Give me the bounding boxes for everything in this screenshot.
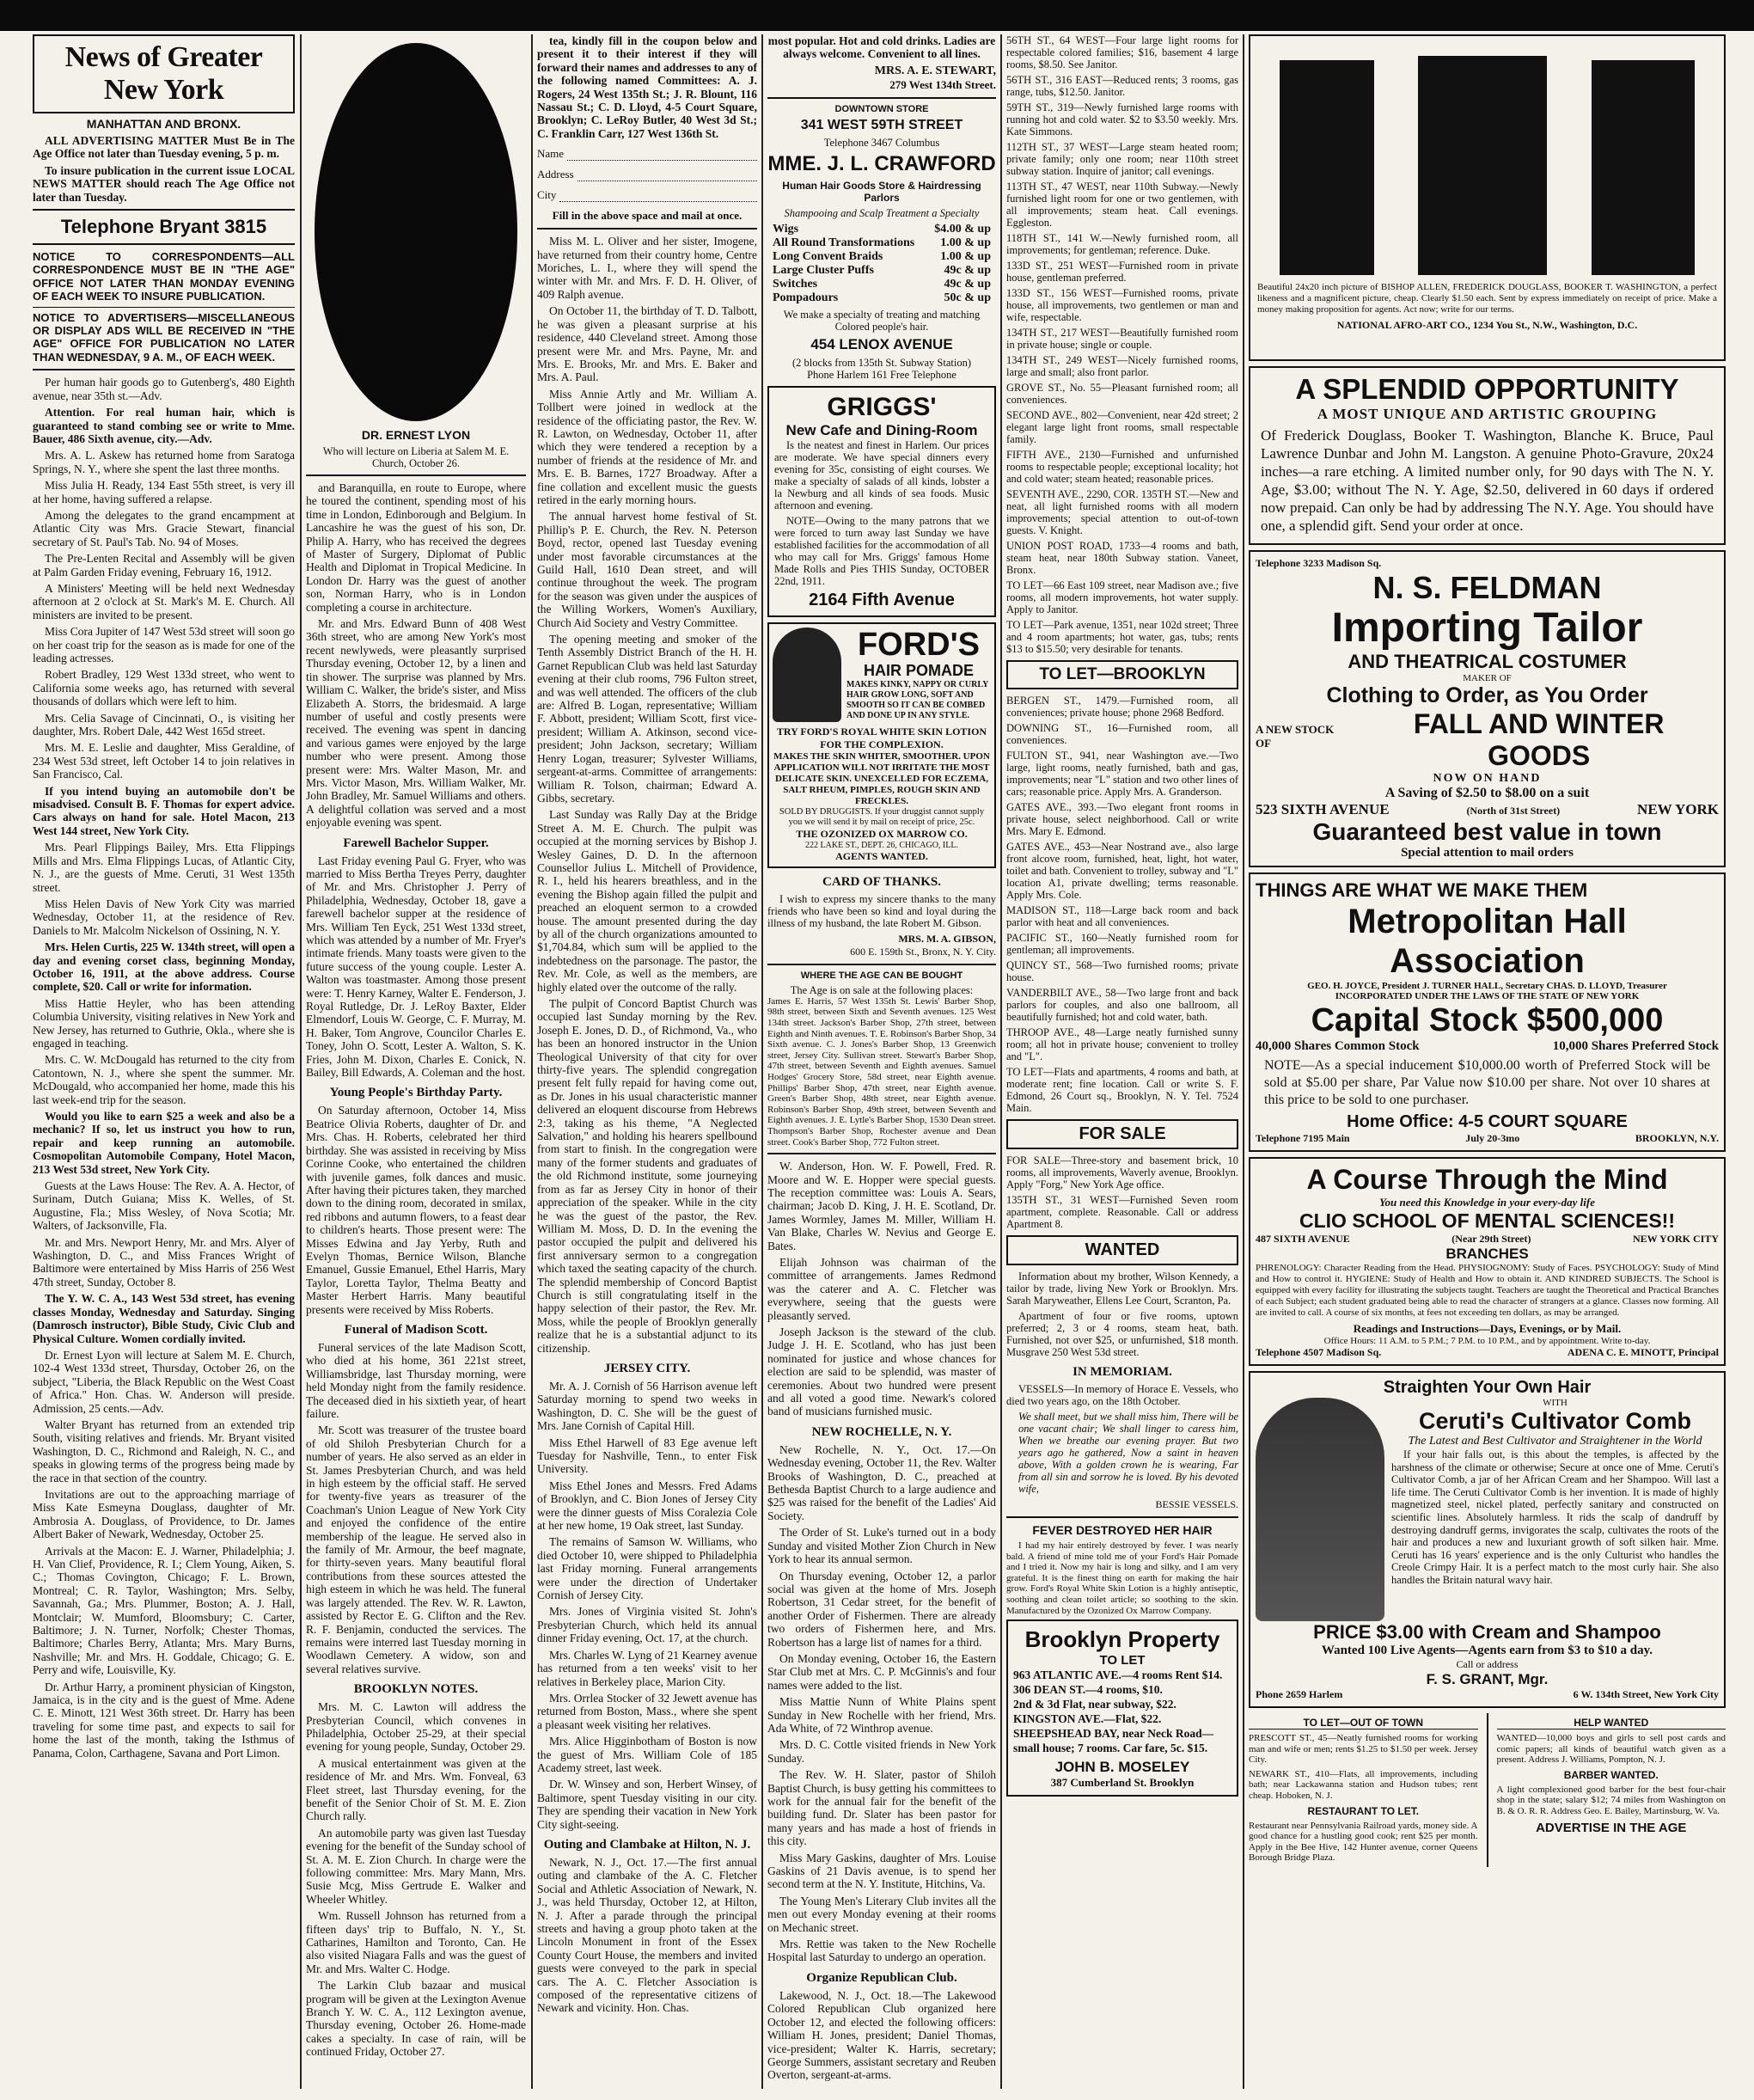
- feldman-clothing: Clothing to Order, as You Order: [1326, 683, 1648, 707]
- splendid-sub: A MOST UNIQUE AND ARTISTIC GROUPING: [1317, 406, 1658, 422]
- room-listing: GATES AVE., 393.—Two elegant front rooms in private house, select neighborhood. Call or write Mrs. Mary E. Edmond.: [1006, 801, 1238, 837]
- news-item: Miss Cora Jupiter of 147 West 53d street will soon go on her coast trip for the season as is made for one of the leading actresses.: [33, 625, 295, 664]
- for-sale-item: 135TH ST., 31 WEST—Furnished Seven room apartment, complete. Reasonable. Call or address Apartment 8.: [1006, 1194, 1238, 1230]
- jersey-item: Mrs. Alice Higginbotham of Boston is now the guest of Mrs. William Cole of 185 Academy street, last week.: [537, 1735, 757, 1774]
- news-item: Dr. Ernest Lyon will lecture at Salem M. E. Church, 102-4 West 133d street, Thursday, October 26, on the subject, "Liberia, the Black Republic on the West Coast of Africa." Hon. Chas. W. Anderson will preside. Admission, 25 cents.—Adv.: [33, 1348, 295, 1415]
- crawford-name: MME. J. L. CRAWFORD: [767, 151, 996, 175]
- fever-text: I had my hair entirely destroyed by fever. I was nearly bald. A friend of mine told me of your Ford's Hair Pomade and I tried it. Now my hair is long and silky, and I am very grateful. It is the finest thing on earth for making the hair grow. Ford's Royal White Skin Lotion is a highly antiseptic, soothing and clean toilet article; so soothing to the skin. Manufactured by the Ozonized Ox Marrow Company.: [1006, 1540, 1238, 1616]
- metropolitan-title: Metropolitan Hall Association: [1348, 903, 1627, 980]
- portrait-caption: DR. ERNEST LYON: [361, 428, 471, 442]
- feldman-address2: (North of 31st Street): [1466, 805, 1561, 817]
- ceruti-phone: Phone 2659 Harlem: [1256, 1688, 1343, 1700]
- help-wanted-text: WANTED—10,000 boys and girls to sell post cards and comic papers; all kinds of beautiful watch given as a present. Address J. Williams, Pompton, N. J.: [1496, 1733, 1726, 1766]
- outing-text: Newark, N. J., Oct. 17.—The first annual outing and clambake of the A. C. Fletcher Social and Athletic Association of Newark, N. J., was held Thursday, October 12, at Hilton, N. J. After a parade through the principal streets and having a group photo taken at the Lincoln Monument in front of the Essex County Court House, the members and invited guests were conveyed to the park in special cars. The A. C. Fletcher Association is composed of the representative citizens of Newark and vicinity. Hon. Chas.: [537, 1855, 757, 2015]
- room-listing: TO LET—Flats and apartments, 4 rooms and bath, at moderate rent; fine location. Call or write S. F. Edmond, 26 Court sq., Brooklyn, N. Y. Tel. 7524 Main.: [1006, 1066, 1238, 1114]
- news-item: Mrs. Helen Curtis, 225 W. 134th street, will open a day and evening corset class, beginning Monday, October 16, 1911, at the above address. Course complete, $20. Call or write for information.: [33, 940, 295, 994]
- fords-lotion: TRY FORD'S ROYAL WHITE SKIN LOTION FOR THE COMPLEXION.: [776, 725, 987, 750]
- course-school: CLIO SCHOOL OF MENTAL SCIENCES!!: [1299, 1209, 1675, 1232]
- splendid-title: A SPLENDID OPPORTUNITY: [1295, 373, 1679, 405]
- coupon-form: [537, 147, 757, 223]
- property-agent: JOHN B. MOSELEY: [1054, 1759, 1190, 1776]
- room-listing: 133D ST., 251 WEST—Furnished room in private house, gentleman preferred.: [1006, 260, 1238, 284]
- out-of-town-head: TO LET—OUT OF TOWN: [1249, 1717, 1478, 1730]
- top-border: [0, 0, 1754, 31]
- property-listing: 963 ATLANTIC AVE.—4 rooms Rent $14.: [1013, 1668, 1223, 1682]
- manhattan-bronx-head: MANHATTAN AND BRONX.: [86, 117, 241, 131]
- ceruti-head: Straighten Your Own Hair: [1383, 1378, 1592, 1397]
- ceruti-portrait: [1256, 1398, 1384, 1621]
- property-listing: KINGSTON AVE.—Flat, $22.: [1013, 1712, 1162, 1726]
- room-listing: 112TH ST., 37 WEST—Large steam heated room; private family; only one room; near 110th street subway station. Inquire of janitor; call evenings.: [1006, 141, 1238, 177]
- masthead-box: [33, 34, 295, 113]
- room-listing: FIFTH AVE., 2130—Furnished and unfurnished rooms to respectable people; exceptional locality; hot and cold water; steam heated; reasonable prices.: [1006, 449, 1238, 485]
- price-list: [773, 223, 991, 305]
- property-listing: SHEEPSHEAD BAY, near Neck Road—small house; 7 rooms. Car fare, 5c. $15.: [1013, 1727, 1214, 1755]
- metropolitan-note: NOTE—As a special inducement $10,000.00 worth of Preferred Stock will be sold at $5.00 per share, Par Value now $10.00 per share. Not over 10 shares at this price to be sold to one purchaser.: [1264, 1058, 1710, 1107]
- help-wanted-head: HELP WANTED: [1497, 1717, 1726, 1730]
- course-principal: ADENA C. E. MINOTT, Principal: [1567, 1346, 1719, 1358]
- column-rule: [1243, 34, 1244, 2089]
- feldman-address: 523 SIXTH AVENUE: [1256, 801, 1390, 817]
- brooklyn-note: A musical entertainment was given at the residence of Mr. and Mrs. Wm. Fonveal, 63 Fleet street, last Thursday evening, for the benefit of the Senior Choir of St. M. E. Zion Church rally.: [306, 1756, 526, 1823]
- griggs-ad: [767, 386, 996, 617]
- ceruti-with: WITH: [1543, 1398, 1568, 1408]
- fords-company-address: 222 LAKE ST., DEPT. 26, CHICAGO, ILL.: [805, 840, 958, 850]
- room-listing: SEVENTH AVE., 2290, COR. 135TH ST.—New and neat, all light furnished rooms with all modern improvements; special attention to out-of-town guests. V. Knight.: [1006, 488, 1238, 536]
- room-listing: DOWNING ST., 16—Furnished room, all conveniences.: [1006, 722, 1238, 746]
- news-item: On October 11, the birthday of T. D. Talbott, he was given a pleasant surprise at his residence, 440 Cleveland street. Among those present were Mr. and Mrs. Payne, Mr. and Mrs. E. Brooks, Mr. and Mrs. E. Baker and Mrs. A. Paul.: [537, 304, 757, 384]
- griggs-sub: New Cafe and Dining-Room: [785, 421, 978, 438]
- column-5: [1006, 34, 1238, 2089]
- room-listing: TO LET—Park avenue, 1351, near 102d street; Three and 4 room apartments; hot water, gas, tubs; rents $13 to $15.50; very desirable for tenants.: [1006, 619, 1238, 655]
- wanted-head: WANTED: [1085, 1240, 1160, 1259]
- fords-lotion-text: MAKES THE SKIN WHITER, SMOOTHER. UPON APPLICATION WILL NOT IRRITATE THE MOST DELICATE SKIN. UNEXCELLED FOR ECZEMA, SALT RHEUM, PIMPLES, ROUGH SKIN AND FRECKLES.: [773, 750, 990, 806]
- griggs-note: NOTE—Owing to the many patrons that we were forced to turn away last Sunday we have established facilities for the accommodation of all who may call for Mrs. Griggs' famous Home Made Rolls and Pies THIS Sunday, OCTOBER 22nd, 1911.: [774, 514, 989, 587]
- news-item: Would you like to earn $25 a week and also be a mechanic? If so, let us instruct you how to run, repair and keep running an automobile. Cosmopolitan Automobile Company, Hotel Macon, 213 West 53d street, New York City.: [33, 1110, 295, 1176]
- news-item: Guests at the Laws House: The Rev. A. A. Hector, of Surinam, Dutch Guiana; Miss K. Welles, of St. Augustine, Fla.; Miss Wesley, of Nova Scotia; Mr. Walters, of Jacksonville, Fla.: [33, 1179, 295, 1233]
- form-note: Fill in the above space and mail at once.: [552, 209, 743, 223]
- news-item: The opening meeting and smoker of the Tenth Assembly District Branch of the H. H. Garnet Republican Club was held last Saturday evening at their club rooms, 796 Fulton street, and was well attended. The officers of the club are: Alfred B. Logan, representative; William F. Abbott, president; William Scott, first vice-president; William A. Atkinson, second vice-president; John Jackson, secretary; William Henry Logan, treasurer; Sylvester Williams, sergeant-at-arms. Committee of arrangements: William R. Tolson, chairman; Edward A. Gibbs, secretary.: [537, 633, 757, 805]
- ceruti-manager: F. S. GRANT, Mgr.: [1426, 1671, 1549, 1687]
- room-listing: MADISON ST., 118—Large back room and back parlor with heat and all conveniences.: [1006, 904, 1238, 928]
- rochelle-item: Mrs. D. C. Cottle visited friends in New York Sunday.: [767, 1738, 996, 1765]
- jersey-item: Miss Ethel Harwell of 83 Ege avenue left Tuesday for Nashville, Tenn., to enter Fisk University.: [537, 1436, 757, 1476]
- crawford-address: 454 LENOX AVENUE: [810, 335, 953, 352]
- room-listing: VANDERBILT AVE., 58—Two large front and back parlors for couples, and also one ballroom, all beautifully furnished; hot and cold water, bath.: [1006, 987, 1238, 1023]
- jersey-city-head: JERSEY CITY.: [603, 1361, 691, 1375]
- help-wanted-column: [1497, 1713, 1726, 1867]
- portrait-print: [1418, 56, 1547, 275]
- rochelle-item: New Rochelle, N. Y., Oct. 17.—On Wednesday evening, October 11, the Rev. Walter Brooks of Washington, D. C., preached at Bethesda Baptist Church to a large audience and $25 was raised for the benefit of the Ladies' Aid Society.: [767, 1442, 996, 1522]
- feldman-title: Importing Tailor: [1331, 605, 1643, 651]
- news-item: Among the delegates to the grand encampment at Atlantic City was Mrs. Gracie Stewart, financial secretary of St. Paul's Tab. No. 94 of Moses.: [33, 508, 295, 548]
- ceruti-agents: Wanted 100 Live Agents—Agents earn from $3 to $10 a day.: [1321, 1644, 1653, 1657]
- property-listing: 306 DEAN ST.—4 rooms, $10.: [1013, 1683, 1163, 1697]
- brooklyn-property-sub: TO LET: [1099, 1653, 1146, 1668]
- room-listing: FULTON ST., 941, near Washington ave.—Two large, light rooms, neatly furnished, bath and gas, improvements; near "L" station and two other lines of cars; reasonable price. Apply Mrs. A. Granderson.: [1006, 750, 1238, 798]
- feldman-guarantee: Guaranteed best value in town: [1312, 818, 1662, 845]
- price-row: Wigs $4.00 & up: [773, 222, 991, 236]
- bachelor-supper-head: Farewell Bachelor Supper.: [343, 836, 489, 850]
- metropolitan-capital: Capital Stock $500,000: [1311, 1002, 1664, 1038]
- room-listing: 134TH ST., 217 WEST—Beautifully furnished room in private house; single or couple.: [1006, 327, 1238, 351]
- portrait-subcaption: Who will lecture on Liberia at Salem M. E. Church, October 26.: [322, 445, 510, 469]
- to-let-brooklyn-head: TO LET—BROOKLYN: [1039, 665, 1206, 683]
- brooklyn-property-ad: [1006, 1619, 1238, 1797]
- news-item: Invitations are out to the approaching marriage of Miss Kate Esmeyna Douglass, daughter of Mr. Ambrosia A. Douglass, of Providence, to Dr. James Albert Baker of Newark, Wednesday, October 25.: [33, 1487, 295, 1541]
- things-slogan: THINGS ARE WHAT WE MAKE THEM: [1256, 879, 1588, 901]
- column-4: [767, 34, 996, 2089]
- feldman-now: NOW ON HAND: [1433, 772, 1542, 785]
- room-listing: QUINCY ST., 568—Two furnished rooms; private house.: [1006, 959, 1238, 983]
- out-of-town-item: NEWARK ST., 410—Flats, all improvements, including bath; near Lackawanna station and Hudson tubes; rent cheap. Hoboken, N. J.: [1249, 1768, 1478, 1801]
- metropolitan-date: July 20-3mo: [1465, 1132, 1520, 1144]
- bachelor-supper-text: Last Friday evening Paul G. Fryer, who was married to Miss Bertha Treyes Perry, daughter of Mr. and Mrs. Christopher J. Perry of Philadelphia, Wednesday, October 18, gave a farewell bachelor supper at the residence of Mrs. William Ten Eyck, 251 West 133d street, which was attended by a number of Mr. Fryer's intimate friends. Many toasts were given to the future success of the young couple. Lester A. Walton was toastmaster. Among those present were: T. Henry Karney, Walter E. Fenderson, J. Royal Rutledge, Dr. J. LeRoy Baxter, Elder Elmendorf, Louis W. George, C. F. Murray, M. H. Baker, Tom Angrove, Councilor Charles E. Toney, John O. Scott, Lester A. Walton, S. K. Fries, John M. Dixon, Charles E. Conick, N. Bailey, Bill Edwards, A. Coleman and the host.: [306, 854, 526, 1080]
- restaurant-head: RESTAURANT TO LET.: [1307, 1804, 1420, 1817]
- fords-ad: [767, 622, 996, 868]
- rochelle-item: The Rev. W. H. Slater, pastor of Shiloh Baptist Church, is busy getting his committees to work for the annual fair for the benefit of the building fund. Dr. Slater has been pastor for many years and has made a host of friends in this city.: [767, 1768, 996, 1848]
- news-item: Mrs. A. L. Askew has returned home from Saratoga Springs, N. Y., where she spent the last three months.: [33, 449, 295, 475]
- room-listing: 59TH ST., 319—Newly furnished large rooms with running hot and cold water. $2 to $3.50 weekly. Mrs. Kate Simmons.: [1006, 101, 1238, 138]
- ceruti-text: If your hair falls out, is this about the temples, is affected by the harshness of the climate or otherwise; Secure at once one of Mme. Ceruti's Cultivator Comb, a jar of her African Cream and her Shampoo. Will last a life time. The Ceruti Cultivator Comb is her invention. It is made of highly magnetized steel, nickel plated, perfectly sanitary and constructed on scientific lines. Absolutely harmless. It rids the scalp of dandruff by destroying dandruff germs, invigorates the scalp, cultivates the roots of the hair and produces a new and luxuriant growth of soft silken hair. Mme. Ceruti has 16 years' experience and is the only Culturist who handles the Creole Crimpy Hair. It is a perfect match to the most curly hair. She also handles the Britain natural wavy hair.: [1391, 1448, 1719, 1586]
- downtown-telephone: Telephone 3467 Columbus: [823, 136, 940, 149]
- ceruti-address: 6 W. 134th Street, New York City: [1573, 1688, 1719, 1700]
- jersey-item: Dr. W. Winsey and son, Herbert Winsey, of Baltimore, spent Tuesday visiting in our city. They are spending their vacation in New York City sight-seeing.: [537, 1778, 757, 1831]
- fords-sub: HAIR POMADE: [863, 661, 974, 679]
- form-name-label: Name: [537, 147, 565, 161]
- new-rochelle-head: NEW ROCHELLE, N. Y.: [811, 1424, 952, 1439]
- crawford-phone: Phone Harlem 161 Free Telephone: [807, 368, 956, 381]
- card-sign: MRS. M. A. GIBSON,: [898, 932, 996, 945]
- metropolitan-office: Home Office: 4-5 COURT SQUARE: [1347, 1112, 1628, 1131]
- column-rule: [531, 34, 533, 2089]
- city-field[interactable]: [559, 191, 757, 202]
- committee-notice: tea, kindly fill in the coupon below and present it to their interest if they will forward their names and addresses to any of the following named Committees: A. J. Rogers, 24 West 135th St.; J. R. Blount, 116 Nassau St.; C. D. Lloyd, 4-5 Court Square, Brooklyn; C. LeRoy Butler, 40 West 3d St.; C. Franklin Carr, 127 West 136th St.: [537, 34, 757, 140]
- feldman-sub: AND THEATRICAL COSTUMER: [1348, 651, 1627, 672]
- form-city-label: City: [537, 188, 557, 202]
- form-address-label: Address: [537, 168, 574, 181]
- advertise-slogan: ADVERTISE IN THE AGE: [1536, 1820, 1687, 1835]
- outing-head: Outing and Clambake at Hilton, N. J.: [543, 1837, 751, 1852]
- metropolitan-officers: GEO. H. JOYCE, President J. TURNER HALL, Secretary CHAS. D. LLOYD, Treasurer: [1307, 981, 1667, 991]
- feldman-goods: FALL AND WINTER GOODS: [1413, 708, 1665, 771]
- news-item: Mr. and Mrs. Newport Henry, Mr. and Mrs. Alyer of Washington, D. C., and Miss Frances Wright of Baltimore were entertained by Miss Harris of 256 West 47th street, Sunday, October 8.: [33, 1235, 295, 1289]
- downtown-address: 341 WEST 59TH STREET: [800, 117, 963, 132]
- column-1: [33, 34, 295, 2089]
- for-sale-item: FOR SALE—Three-story and basement brick, 10 rooms, all improvements, Waverly avenue, Brooklyn. Apply "Forg," New York Age office.: [1006, 1154, 1238, 1191]
- room-listing: 56TH ST., 64 WEST—Four large light rooms for respectable colored families; $16, basement 4 large rooms, $8.50. See Janitor.: [1006, 34, 1238, 70]
- fords-text: MAKES KINKY, NAPPY OR CURLY HAIR GROW LONG, SOFT AND SMOOTH SO IT CAN BE COMBED AND DONE UP IN ANY STYLE.: [846, 679, 988, 720]
- wanted-text: Information about my brother, Wilson Kennedy, a tailor by trade, living New York or Brooklyn. Mrs. Sarah Maryweather, Ellens Lee Court, Scranton, Pa.: [1006, 1270, 1238, 1307]
- news-item: Mrs. C. W. McDougald has returned to the city from Catontown, N. J., where she spent the summer. Mr. McDougald, who accompanied her home, made this his last week-end trip for the season.: [33, 1053, 295, 1106]
- common-shares: 40,000 Shares Common Stock: [1256, 1039, 1420, 1053]
- card-sign-address: 600 E. 159th St., Bronx, N. Y. City.: [850, 945, 996, 958]
- news-item: and Baranquilla, en route to Europe, where he toured the continent, spending most of his time in London, Edinborough and Belgium. In Lancashire he was the guest of his son, Dr. Philip A. Harry, who has received the degrees of Master of Surgery, Diplomat of Public Health and Diplomat in Tropical Medicine. In London Dr. Harry was the guest of another son, Norman Harry, who is in London completing a course in architecture.: [306, 481, 526, 614]
- griggs-address: 2164 Fifth Avenue: [809, 590, 955, 609]
- name-field[interactable]: [567, 150, 757, 161]
- news-item: Elijah Johnson was chairman of the committee of arrangements. James Redmond was the caterer and A. C. Fletcher was everywhere, seeing that the guests were pleasantly served.: [767, 1255, 996, 1322]
- news-item: Miss Annie Artly and Mr. William A. Tollbert were joined in wedlock at the residence of the officiating pastor, the Rev. W. R. Lawton, on Wednesday, October 11, after which they were tendered a reception by a number of friends at the residence of Mr. and Mrs. E. B. Barnes, 1727 Broadway. After a fine collation and excellent music the guests retired in the early morning hours.: [537, 387, 757, 506]
- organize-head: Organize Republican Club.: [806, 1970, 957, 1985]
- room-listing: 113TH ST., 47 WEST, near 110th Subway.—Newly furnished light room for one or two gentlemen, with all improvements; steam heat. Call evenings. Eggleston.: [1006, 181, 1238, 229]
- preferred-shares: 10,000 Shares Preferred Stock: [1552, 1039, 1719, 1053]
- news-item: Robert Bradley, 129 West 133d street, who went to California some weeks ago, has returned with several thousands of dollars which were left to him.: [33, 668, 295, 708]
- room-listing: TO LET—66 East 109 street, near Madison ave.; five rooms, all modern improvements, hot water supply. Apply to Janitor.: [1006, 579, 1238, 615]
- news-item: Miss Helen Davis of New York City was married Wednesday, October 11, at the residence of Rev. Daniels to Mr. Malcolm Nickelson of Ossining, N. Y.: [33, 897, 295, 937]
- feldman-telephone: Telephone 3233 Madison Sq.: [1256, 557, 1382, 569]
- crawford-sub: Human Hair Goods Store & Hairdressing Parlors: [782, 179, 981, 204]
- room-listing: GROVE ST., No. 55—Pleasant furnished room; all conveniences.: [1006, 382, 1238, 406]
- rochelle-item: The Young Men's Literary Club invites all the men out every Monday evening at their rooms on Mechanic street.: [767, 1894, 996, 1934]
- column-rule: [761, 34, 763, 2089]
- news-item: Miss Hattie Heyler, who has been attending Columbia University, visiting relatives in New York and New Jersey, has returned to Guthrie, Okla., where she is engaged in teaching.: [33, 996, 295, 1050]
- news-item: The Pre-Lenten Recital and Assembly will be given at Palm Garden Friday evening, February 16, 1912.: [33, 552, 295, 579]
- news-item: Walter Bryant has returned from an extended trip South, visiting relatives and friends. Mr. Bryant visited Washington, D. C., Richmond and Raleigh, N. C., and speaks in glowing terms of the progress being made by the race in that section of the country.: [33, 1417, 295, 1485]
- funeral-text: Funeral services of the late Madison Scott, who died at his home, 361 221st street, Williamsbridge, last Thursday morning, were held Monday night from the family residence. The deceased died in his sixtieth year, of heart failure.: [306, 1340, 526, 1420]
- where-age-sub: The Age is on sale at the following places:: [790, 983, 974, 996]
- course-branches: BRANCHES: [1445, 1246, 1529, 1262]
- birthday-party-text: On Saturday afternoon, October 14, Miss Beatrice Olivia Roberts, daughter of Dr. and Mrs. Chas. H. Roberts, celebrated her third birthday. She was assisted in receiving by Miss Corinne Cooke, who entertained the children with juvenile games, folk dances and music. After having their pictures taken, they marched down to the dining room, decorated in smilax, red ribbons and autumn flowers, to a feast dear to children's hearts. Those present were: The Misses Edwina and Jay Yerby, Ruth and Evelyn Thomas, Bernice Wilson, Blanche Emanuel, Gussie Emanuel, Ethel Harris, Mary Taylor, Loretta Taylor, Thelma Beatty and Master Herbert Harris. Many beautiful presents were received by Miss Roberts.: [306, 1104, 526, 1316]
- news-item: Miss M. L. Oliver and her sister, Imogene, have returned from their country home, Centre Moriches, L. I., where they will spend the winter with Mr. and Mrs. F. D. H. Oliver, of 409 Ralph avenue.: [537, 235, 757, 301]
- barber-text: A light complexioned good barber for the best four-chair shop in the state; salary $12; 74 miles from Washington on B. & O. R. R. Address Geo. E. Bailey, Martinsburg, W. Va.: [1496, 1784, 1726, 1816]
- brooklyn-note: An automobile party was given last Tuesday evening for the benefit of the Sunday school of St. A. M. E. Zion Church. In charge were the following committee: Mrs. Mary Mann, Mrs. Susie Mcg, Miss Gertrude E. Walker and Wheeler Whitley.: [306, 1826, 526, 1906]
- address-field[interactable]: [578, 170, 757, 181]
- room-listing: THROOP AVE., 48—Large neatly furnished sunny room; all hot in private house; convenient to trolley and "L".: [1006, 1026, 1238, 1062]
- news-item: Per human hair goods go to Gutenberg's, 480 Eighth avenue, near 35th st.—Adv.: [33, 376, 295, 402]
- feldman-saving: A Saving of $2.50 to $8.00 on a suit: [1384, 786, 1590, 800]
- crawford-note: We make a specialty of treating and matching Colored people's hair.: [783, 308, 981, 333]
- wanted-text: Apartment of four or five rooms, uptown preferred; 2, 3 or 4 rooms, steam heat, bath. Furnished, not over $25, or unfurnished, $18 month. Musgrave 250 West 53d street.: [1006, 1310, 1238, 1358]
- news-item: Mrs. Celia Savage of Cincinnati, O., is visiting her daughter, Mrs. Robert Dale, 442 West 165d street.: [33, 711, 295, 738]
- fords-portrait: [773, 628, 841, 722]
- feldman-stock: A NEW STOCK OF: [1256, 723, 1335, 750]
- afro-art-text: Beautiful 24x20 inch picture of BISHOP ALLEN, FREDERICK DOUGLASS, BOOKER T. WASHINGTON, a perfect likeness and a magnificent picture, cheap. Clearly $1.50 each. Sent by express immediately on receipt of price. Make a money making proposition for agents. Act now; write for our terms.: [1257, 282, 1717, 315]
- ceruti-title: Ceruti's Cultivator Comb: [1419, 1408, 1691, 1434]
- course-hours: Readings and Instructions—Days, Evenings, or by Mail.: [1353, 1322, 1622, 1335]
- portrait-print: [1280, 60, 1374, 275]
- downtown-store: DOWNTOWN STORE: [834, 103, 929, 114]
- rochelle-item: Miss Mattie Nunn of White Plains spent Sunday in New Rochelle with her friend, Mrs. Ada White, of 72 Winthrop avenue.: [767, 1695, 996, 1735]
- course-title: A Course Through the Mind: [1306, 1164, 1668, 1195]
- ceruti-price: PRICE $3.00 with Cream and Shampoo: [1313, 1621, 1661, 1643]
- metropolitan-city: BROOKLYN, N.Y.: [1635, 1132, 1719, 1144]
- rochelle-item: The Order of St. Luke's turned out in a body Sunday and visited Mother Zion Church in New York to hear its annual sermon.: [767, 1526, 996, 1566]
- news-item: Arrivals at the Macon: E. J. Warner, Philadelphia; J. H. Van Clief, Providence, R. I.; Clem Young, Aiken, S. C.; Thomas Covington, Chicago; F. L. Brown, Montreal; C. R. Taylor, Washington; Mrs. Selby, Savannah, Ga.; Mrs. Plummer, Boston; A. J. Hall, Montclair; W. Mumford, Bloomsbury; C. Carter, Baltimore; J. N. Turner, Norfolk; Chester Thomas, Baltimore; Charles Berry, Atlanta; Mrs. Mary Burns, Nashville; Mr. and Mrs. H. Goddale, Chicago; G. E. Perry and wife, Louisville, Ky.: [33, 1544, 295, 1677]
- afro-art-ad: [1249, 34, 1726, 361]
- fords-name: FORD'S: [857, 626, 981, 663]
- property-listing: 2nd & 3d Flat, near subway, $22.: [1013, 1698, 1176, 1711]
- room-listing: 134TH ST., 249 WEST—Nicely furnished rooms, large and small; also front parlor.: [1006, 354, 1238, 378]
- notice-correspondents: NOTICE TO CORRESPONDENTS—ALL CORRESPONDENCE MUST BE IN "THE AGE" OFFICE NOT LATER THAN MONDAY EVENING OF EACH WEEK TO INSURE PUBLICATION.: [33, 250, 295, 303]
- column-rule: [1000, 34, 1002, 2089]
- portrait-print: [1592, 60, 1695, 275]
- clio-school-ad: [1249, 1157, 1726, 1366]
- funeral-head: Funeral of Madison Scott.: [344, 1322, 488, 1337]
- for-sale-head: FOR SALE: [1079, 1124, 1166, 1143]
- fords-price: SOLD BY DRUGGISTS. If your druggist cannot supply you we will send it by mail on receipt of price, 25c.: [779, 806, 985, 827]
- card-of-thanks-head: CARD OF THANKS.: [822, 874, 941, 889]
- course-address: 487 SIXTH AVENUE: [1256, 1233, 1350, 1245]
- room-listing: 118TH ST., 141 W.—Newly furnished room, all improvements; for gentleman; reference. Duke.: [1006, 232, 1238, 256]
- stewart-ad-top: most popular. Hot and cold drinks. Ladies are always welcome. Convenient to all lines.: [767, 34, 996, 61]
- property-agent-address: 387 Cumberland St. Brooklyn: [1050, 1776, 1195, 1790]
- metropolitan-telephone: Telephone 7195 Main: [1256, 1132, 1350, 1144]
- funeral-text: Mr. Scott was treasurer of the trustee board of old Shiloh Presbyterian Church for a number of years. He also served as an elder in St. James Presbyterian Church, and was held in high esteem by the official staff. He served for twenty-five years as treasurer of the Coachman's Union League of New York City and enjoyed the confidence of the entire membership of the league. He served also in the family of Mr. Armour, the beef magnate, for thirty-seven years. Many beautiful floral contributions from these sources attested the high esteem in which he was held. The funeral was largely attended. The Rev. W. R. Lawton, assisted by Rector E. G. Clifton and the Rev. R. F. Benjamin, conducted the services. The remains were interred last Tuesday morning in Woodlawn Cemetery. A widow, son and several relatives survive.: [306, 1423, 526, 1675]
- where-age-list: James E. Harris, 57 West 135th St. Lewis' Barber Shop, 98th street, between Sixth and Seventh avenues. 125 West 134th street. Jackson's Barber Shop, 27th street, between Eighth and Ninth avenues. T. E. Robinson's Barber Shop, 34 Sixth avenue. C. J. Jones's Barber Shop, 13 Greenwich street, Jersey City. Sullivan street. Stewart's Barber Shop, 47th street, between Seventh and Eighth avenues. Samuel Hodges' Grocery Store, 58d street, near Eighth avenue. Phillips' Barber Shop, 47th street, near Eighth avenue. Green's Barber Shop, 48th street, near Eighth avenue. Robinson's Barber Shop, 49th street, between Seventh and Eighth avenues. J. E. Lytle's Barber Shop, 1530 Dean street. Thompson's Barber Shop, Rochester avenue and Dean street. Cook's Barber Shop, 772 Fulton street.: [767, 995, 996, 1148]
- news-item: The annual harvest home festival of St. Phillip's P. E. Church, the Rev. N. Peterson Boyd, rector, opened last Tuesday evening under most favorable circumstances at the Guild Hall, 1610 Dean street, and will continue throughout the week. The program for the season was given under the auspices of the Willing Workers, Women's Auxiliary, Church Aid Society and Vestry Committee.: [537, 510, 757, 629]
- fever-head: FEVER DESTROYED HER HAIR: [1032, 1523, 1213, 1537]
- metropolitan-ad: [1249, 872, 1726, 1152]
- news-item: The pulpit of Concord Baptist Church was occupied last Sunday morning by the Rev. Joseph E. Jones, D. D., of Richmond, Va., who has been an honored instructor in the Union Theological University of that city for over thirty-five years. The splendid congregation present felt fully repaid for having come out, as Dr. Jones in his usual characteristic manner delivered an eloquent discourse from Hebrews 2:3, taking as his theme, "A Neglected Salvation," and holding his hearers spellbound from start to finish. In the congregation were many of the former students and graduates of the old Richmond institute, some journeying from as far as Jersey City in honor of their appreciation of the speaker. While in the city he was the guest of the pastor, the Rev. William M. Moss, D. D. In the evening the pastor occupied the pulpit and delivered his first anniversary sermon to a congregation which taxed the seating capacity of the church. The splendid membership of Concord Baptist Church is still congratulating itself in the happy selection of their pastor, the Rev. Mr. Moss, while the people of Brooklyn generally realize that he is a substantial adjunct to its citizenship.: [537, 997, 757, 1355]
- feldman-ad: [1249, 550, 1726, 867]
- news-item: The Y. W. C. A., 143 West 53d street, has evening classes Monday, Wednesday and Saturday. Singing (Damrosch instructor), Bible Study, Civic Club and Physical Culture. Women cordially invited.: [33, 1292, 295, 1345]
- course-address2: (Near 29th Street): [1451, 1233, 1531, 1245]
- ceruti-call: Call or address: [1456, 1658, 1519, 1670]
- room-listing: SECOND AVE., 802—Convenient, near 42d street; 2 elegant large light front rooms, small respectable family.: [1006, 409, 1238, 445]
- column-2: [306, 34, 526, 2089]
- barber-head: BARBER WANTED.: [1563, 1768, 1659, 1781]
- news-item: A Ministers' Meeting will be held next Wednesday afternoon at 2 o'clock at St. Mark's M. E. Church. All ministers are invited to be present.: [33, 581, 295, 621]
- insure-note: To insure publication in the current issue LOCAL NEWS MATTER should reach The Age Office not later than Tuesday.: [33, 163, 295, 204]
- metropolitan-incorporated: INCORPORATED UNDER THE LAWS OF THE STATE OF NEW YORK: [1335, 991, 1640, 1001]
- room-listing: GATES AVE., 453—Near Nostrand ave., also large front alcove room, furnished, heat, light, hot water, toilet and bath. Convenient to trolley, subway and "L" location A1, private dwelling; terms reasonable. Apply Mrs. Cole.: [1006, 841, 1238, 901]
- birthday-party-head: Young People's Birthday Party.: [329, 1086, 503, 1100]
- column-6: [1249, 34, 1726, 2089]
- restaurant-text: Restaurant near Pennsylvania Railroad yards, money side. A good chance for a hustling good cook; rent $25 per month. Apply in the Bee Hive, 142 Hunter avenue, corner Queens Borough Bridge Plaza.: [1249, 1820, 1478, 1864]
- price-row: All Round Transformations 1.00 & up: [773, 236, 991, 249]
- feldman-name: N. S. FELDMAN: [1372, 570, 1602, 605]
- crawford-address2: (2 blocks from 135th St. Subway Station): [792, 356, 971, 369]
- room-listing: UNION POST ROAD, 1733—4 rooms and bath, steam heat, near 180th Subway station. Vaneet, Bronx.: [1006, 540, 1238, 576]
- rochelle-item: Mrs. Rettie was taken to the New Rochelle Hospital last Saturday to undergo an operation.: [767, 1938, 996, 1964]
- news-item: Mrs. Pearl Flippings Bailey, Mrs. Etta Flippings Mills and Mrs. Elma Flippings Lucas, of Atlantic City, N. J., are the guests of Mme. Ceruti, 31 West 135th street.: [33, 841, 295, 894]
- col1-items: [33, 376, 295, 1760]
- where-age-head: WHERE THE AGE CAN BE BOUGHT: [800, 970, 963, 981]
- rochelle-item: On Monday evening, October 16, the Eastern Star Club met at Mrs. C. P. McGinnis's and four names were added to the list.: [767, 1651, 996, 1692]
- news-item: Dr. Arthur Harry, a prominent physician of Kingston, Jamaica, is in the city and is the guest of Mme. Adene C. E. Minott, 121 West 36th street. Dr. Harry has been traveling for some time past, and expects to sail for home the last of the month, taking the Isthmus of Panama, Colon, Carthagene, Savana and Port Limon.: [33, 1680, 295, 1760]
- news-item: W. Anderson, Hon. W. F. Powell, Fred. R. Moore and W. E. Hopper were special guests. The reception committee was: Louis A. Sears, chairman; Jacob D. King, J. H. E. Scotland, Dr. James Wormley, James M. Miller, William H. Van Blake, Charles W. Nevius and George E. Bates.: [767, 1160, 996, 1252]
- rochelle-item: Miss Mary Gaskins, daughter of Mrs. Louise Gaskins of 21 Davis avenue, is to spend her second term at the N. Y. Institute, Hitchins, Va.: [767, 1851, 996, 1891]
- crawford-sub2: Shampooing and Scalp Treatment a Specialty: [784, 206, 980, 219]
- news-item: Attention. For real human hair, which is guaranteed to stand combing see or write to Mme. Bauer, 486 Sixth avenue, city.—Adv.: [33, 406, 295, 445]
- feldman-mail: Special attention to mail orders: [1401, 846, 1574, 860]
- ceruti-ad: [1249, 1371, 1726, 1708]
- stewart-address: 279 West 134th Street.: [889, 77, 996, 91]
- memoriam-head: IN MEMORIAM.: [1073, 1365, 1172, 1379]
- room-listing: 56TH ST., 316 EAST—Reduced rents; 3 rooms, gas range, tubs, $12.50. Janitor.: [1006, 74, 1238, 98]
- course-office-hours: Office Hours: 11 A.M. to 5 P.M.; 7 P.M. to 10 P.M., and by appointment. Write to-day.: [1323, 1336, 1651, 1346]
- memoriam-poem: We shall meet, but we shall miss him, There will be one vacant chair; We shall linger to caress him, When we breathe our evening prayer. But two years ago he gathered, Now a saint in heaven above, With a golden crown he is wearing, Far from all sin and sorrow he is loved. By his devoted wife,: [1018, 1411, 1238, 1495]
- course-telephone: Telephone 4507 Madison Sq.: [1256, 1346, 1382, 1358]
- price-row: Pompadours 50c & up: [773, 291, 991, 304]
- feldman-maker: MAKER OF: [1463, 673, 1512, 683]
- rochelle-item: On Thursday evening, October 12, a parlor social was given at the home of Mrs. Joseph Robertson, 31 Cedar street, for the benefit of another Order of Fishermen. There are already two orders of Fishermen here, and Mrs. Robertson has a large list of names for a third.: [767, 1569, 996, 1649]
- griggs-name: GRIGGS': [827, 392, 937, 421]
- advertising-matter-note: ALL ADVERTISING MATTER Must Be in The Age Office not later than Tuesday evening, 5 p. m.: [33, 134, 295, 161]
- brooklyn-note: Wm. Russell Johnson has returned from a fifteen days' trip to Buffalo, N. Y., St. Catharines, Hamilton and Toronto, Can. He also visited Niagara Falls and was the guest of Mr. and Mrs. Walter C. Hodge.: [306, 1909, 526, 1975]
- fords-company: THE OZONIZED OX MARROW CO.: [796, 827, 968, 840]
- memoriam-text: VESSELS—In memory of Horace E. Vessels, who died two years ago, on the 18th October.: [1006, 1383, 1238, 1407]
- out-of-town-item: PRESCOTT ST., 45—Neatly furnished rooms for working man and wife or men; rents $1.25 to $1.50 per week. Jersey City.: [1249, 1733, 1478, 1766]
- out-of-town-column: [1249, 1713, 1478, 1867]
- griggs-text: Is the neatest and finest in Harlem. Our prices are moderate. We have special dinners every evening for 35c, consisting of eight courses. We make a specialty of salads of all kinds, lobster a la Newburg and all kinds of sea foods. Music afternoon and evening.: [774, 438, 989, 511]
- course-sub: You need this Knowledge in your every-day life: [1379, 1196, 1595, 1209]
- jersey-item: Mr. A. J. Cornish of 56 Harrison avenue left Saturday morning to spend two weeks in Washington, D. C. She will be the guest of Mrs. Jane Cornish of Capital Hill.: [537, 1379, 757, 1433]
- telephone-bryant: Telephone Bryant 3815: [60, 216, 267, 238]
- rooms-list: [1006, 34, 1238, 655]
- jersey-item: Mrs. Jones of Virginia visited St. John's Presbyterian Church, which held its annual dinner Friday evening, Oct. 17, at the church.: [537, 1605, 757, 1645]
- column-rule: [300, 34, 302, 2089]
- card-of-thanks-text: I wish to express my sincere thanks to the many friends who have been so kind and loyal during the illness of my husband, the late Robert M. Gibson.: [767, 892, 996, 929]
- jersey-item: The remains of Samson W. Williams, who died October 10, were shipped to Philadelphia last Friday morning. Funeral arrangements were under the direction of Undertaker Cornish of Jersey City.: [537, 1535, 757, 1602]
- brooklyn-note: Mrs. M. C. Lawton will address the Presbyterian Council, which convenes in Philadelphia, October 25-29, at their special evening for young people, Sunday, October 29.: [306, 1700, 526, 1754]
- jersey-item: Miss Ethel Jones and Messrs. Fred Adams of Brooklyn, and C. Bion Jones of Jersey City were the dinner guests of Miss Coralezia Cole at her new home, 19 Oak street, last Sunday.: [537, 1479, 757, 1533]
- news-item: Joseph Jackson is the steward of the club. Judge J. H. E. Scotland, who has just been nominated for justice and whose chances for election are said to be splendid, was master of ceremonies. About two hundred were present and all voted a good time. Newark's colored band of musicians furnished music.: [767, 1326, 996, 1418]
- brooklyn-property-title: Brooklyn Property: [1024, 1626, 1220, 1653]
- ceruti-sub: The Latest and Best Cultivator and Straightener in the World: [1408, 1435, 1702, 1448]
- afro-art-foot: NATIONAL AFRO-ART CO., 1234 You St., N.W., Washington, D.C.: [1336, 319, 1638, 331]
- room-listing: PACIFIC ST., 160—Neatly furnished room for gentleman; all improvements.: [1006, 932, 1238, 956]
- room-listing: 133D ST., 156 WEST—Furnished rooms, private house, all improvements, two gentlemen or man and wife, respectable.: [1006, 287, 1238, 323]
- news-item: If you intend buying an automobile don't be misadvised. Consult B. F. Thomas for expert advice. Cars always on hand for sale. Hotel Macon, 213 West 144 street, New York City.: [33, 784, 295, 837]
- jersey-item: Mrs. Charles W. Lyng of 21 Kearney avenue has returned from a ten weeks' visit to her relatives in Berkeley place, Marion City.: [537, 1648, 757, 1688]
- fords-agents: AGENTS WANTED.: [835, 849, 928, 862]
- stewart-name: MRS. A. E. STEWART,: [874, 64, 996, 77]
- course-list: PHRENOLOGY: Character Reading from the Head. PHYSIOGNOMY: Study of Faces. PSYCHOLOGY: Study of Mind and How to control it. HYGIENE: Study of Health and How to obtain it. AND KINDRED SUBJECTS. The School is equipped with every facility for illustrating the subjects taught. Teachers are taught the Theoretical and Practical Branches of each Subject; each student graduated being able to read the character of strangers at a glance. Classes now forming. All are invited to call. A course of six months, at fees not exceeding ten dollars, as may be arranged.: [1256, 1263, 1719, 1318]
- portrait: [315, 43, 517, 421]
- price-row: Large Cluster Puffs 49c & up: [773, 263, 991, 277]
- brooklyn-notes-head: BROOKLYN NOTES.: [353, 1682, 479, 1697]
- bottom-classifieds: [1249, 1713, 1726, 1867]
- feldman-city: NEW YORK: [1637, 801, 1719, 817]
- room-listing: BERGEN ST., 1479.—Furnished room, all conveniences; private house; phone 2968 Bedford.: [1006, 695, 1238, 719]
- brooklyn-rooms-list: [1006, 695, 1238, 1114]
- masthead-title: News of Greater New York: [64, 41, 263, 106]
- memoriam-sign: BESSIE VESSELS.: [1155, 1498, 1238, 1510]
- column-3: [537, 34, 757, 2089]
- splendid-text: Of Frederick Douglass, Booker T. Washington, Blanche K. Bruce, Paul Lawrence Dunbar and John M. Langston. A genuine Photo-Gravure, 20x24 inches—a rare etching. A limited number only, for 90 days with The N. Y. Age, $3.00; without The N. Y. Age, $2.50, delivered in 60 days if ordered now prepaid. Can only be had by addressing The N.Y. Age. You should have one, a splendid gift. Send your order at once.: [1261, 427, 1714, 534]
- news-item: Miss Julia H. Ready, 134 East 55th street, is very ill at her home, having suffered a relapse.: [33, 479, 295, 505]
- organize-text: Lakewood, N. J., Oct. 18.—The Lakewood Colored Republican Club organized here October 12, and elected the following officers: William H. Jones, president; Daniel Thomas, vice-president; Walter K. Harris, secretary; George Summers, assistant secretary and Reuben Overton, sergeant-at-arms.: [767, 1988, 996, 2082]
- notice-advertisers: NOTICE TO ADVERTISERS—MISCELLANEOUS OR DISPLAY ADS WILL BE RECEIVED IN "THE AGE" OFFICE FOR PUBLICATION NO LATER THAN WEDNESDAY, 9 A. M., OF EACH WEEK.: [33, 310, 295, 364]
- news-item: Mr. and Mrs. Edward Bunn of 408 West 36th street, who are among New York's most recent newlyweds, were pleasantly surprised Thursday evening, October 12, by a linen and tin shower. The surprise was planned by Mrs. William C. Walker, the bride's sister, and Miss Elizabeth A. Storrs, the bridesmaid. A large number of useful and costly presents were received. The evening was spent in dancing and various games were enjoyed by the large number who were present. Among those present were: Mrs. Walter Mason, Mr. and Mrs. Victor Mason, Mrs. William Walker, Mr. John Bradley, Mr. Samuel Williams and others. A delightful collation was served and a most enjoyable evening was spent.: [306, 617, 526, 830]
- price-row: Switches 49c & up: [773, 277, 991, 291]
- news-item: Mrs. M. E. Leslie and daughter, Miss Geraldine, of 234 West 53d street, left October 14 to join relatives in San Francisco, Cal.: [33, 741, 295, 781]
- course-city: NEW YORK CITY: [1632, 1233, 1719, 1245]
- brooklyn-note: The Larkin Club bazaar and musical program will be given at the Lexington Avenue Branch Y. W. C. A., 112 Lexington avenue, Thursday evening, October 26. Home-made cakes a specialty. In case of rain, will be continued Friday, October 27.: [306, 1979, 526, 2059]
- splendid-ad: [1249, 366, 1726, 545]
- jersey-item: Mrs. Orrlea Stocker of 32 Jewett avenue has returned from Boston, Mass., where she spent a pleasant week visiting her relatives.: [537, 1691, 757, 1731]
- news-item: Last Sunday was Rally Day at the Bridge Street A. M. E. Church. The pulpit was occupied at the morning services by Bishop J. Wesley Gaines, D. D. In the afternoon Counsellor Julius L. Mitchell of Providence, R. I., held his hearers breathless, and in the evening the Bishop again filled the pulpit and preached an eloquent sermon to a crowded house. The amount presented during the day by all of the church organizations amounted to $1,704.84, which sum will be applied to the indebtedness on the parsonage. The pastor, the Rev. Mr. Cole, as well as the members, are highly elated over the outcome of the rally.: [537, 808, 757, 994]
- price-row: Long Convent Braids 1.00 & up: [773, 249, 991, 263]
